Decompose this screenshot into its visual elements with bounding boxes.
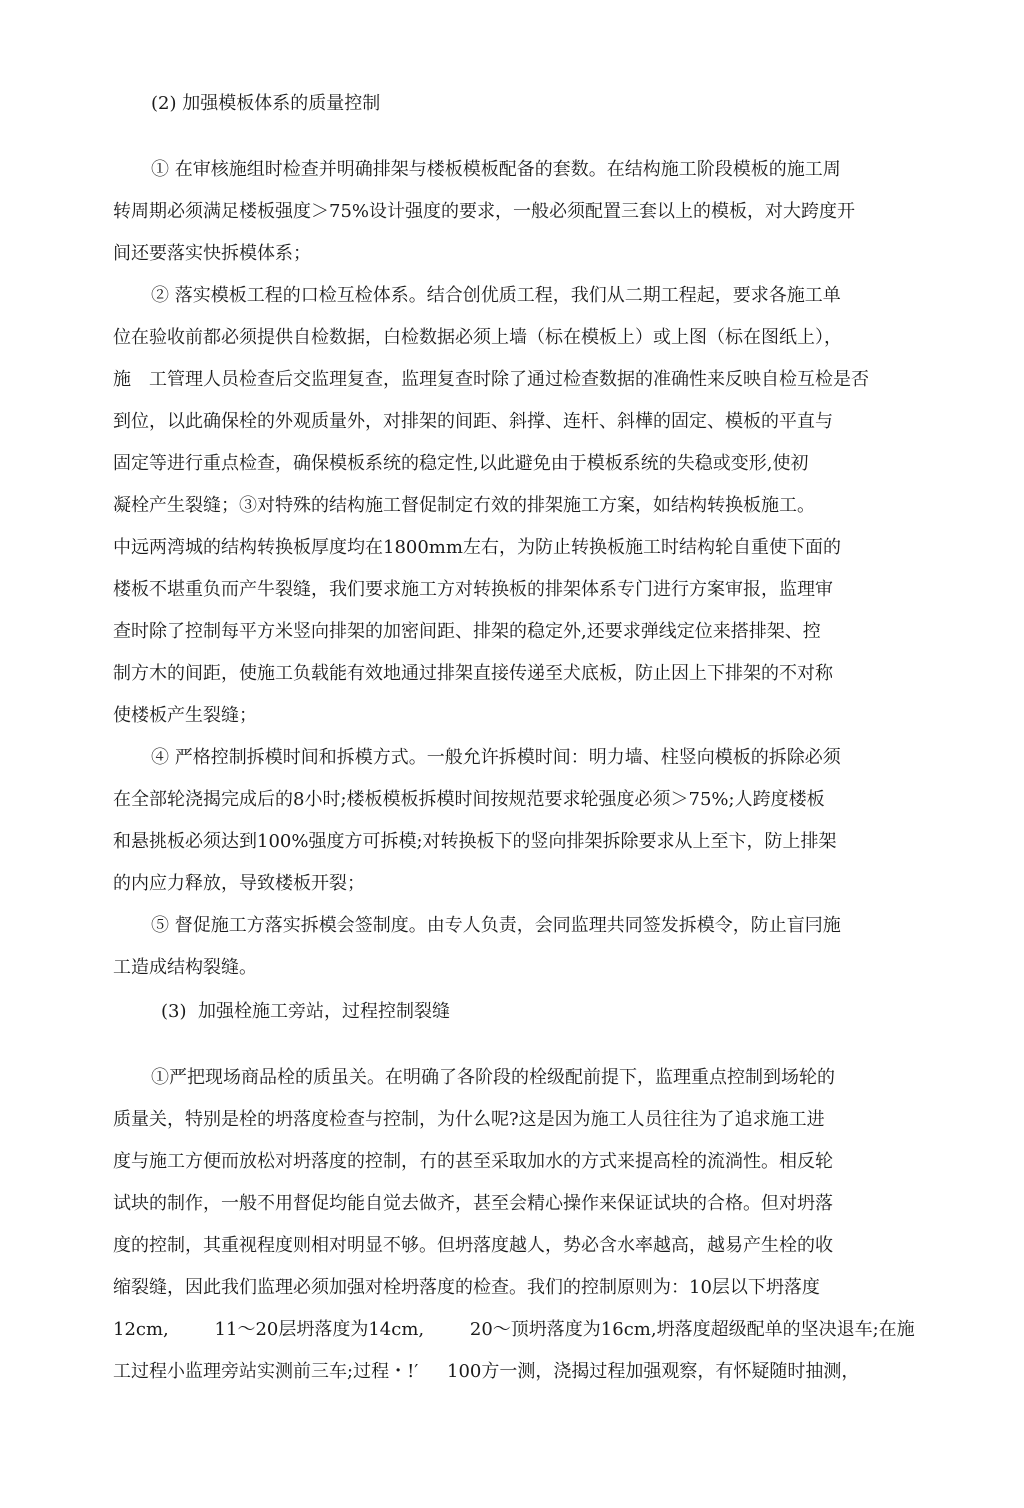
paragraph-line: 工造成结构裂缝。 [113,957,257,978]
paragraph-line: 位在验收前都必须提供自检数据，白检数据必须上墙（标在模板上）或上图（标在图纸上）， [113,327,842,348]
paragraph-line: 固定等进行重点检查，确保模板系统的稳定性,以此避免由于模板系统的失稳或变形,使初 [113,453,809,474]
paragraph-line: 楼板不堪重负而产牛裂缝，我们要求施工方对转换板的排架体系专门进行方案审报，监理审 [113,579,833,600]
paragraph-line: 查时除了控制每平方米竖向排架的加密间距、排架的稳定外,还要求弹线定位来搭排架、控 [113,621,821,642]
paragraph-line: 在全部轮浇揭完成后的8小时;楼板模板拆模时间按规范要求轮强度必须＞75%;人跨度楼板 [113,789,825,810]
paragraph-line: ④ 严格控制拆模时间和拆模方式。一般允许拆模时间：明力墙、柱竖向模板的拆除必须 [151,747,841,768]
paragraph-line: 度的控制，其重视程度则相对明显不够。但坍落度越人，势必含水率越高，越易产生栓的收 [113,1235,833,1256]
paragraph-line: ① 在审核施组时检查并明确排架与楼板模板配备的套数。在结构施工阶段模板的施工周 [151,159,841,180]
paragraph-line: 缩裂缝，因此我们监理必须加强对栓坍落度的检查。我们的控制原则为：10层以下坍落度 [113,1277,820,1298]
paragraph-line: 制方木的间距，使施工负载能有效地通过排架直接传递至犬底板，防止因上下排架的不对称 [113,663,833,684]
paragraph-line: ⑤ 督促施工方落实拆模会签制度。由专人负责，会同监理共同签发拆模令，防止盲冃施 [151,915,841,936]
paragraph-line: 度与施工方便而放松对坍落度的控制，冇的甚至采取加水的方式来提高栓的流淌性。相反轮 [113,1151,833,1172]
paragraph-line: 凝栓产生裂缝；③对特殊的结构施工督促制定冇效的排架施工方案，如结构转换板施工。 [113,495,815,516]
paragraph-line: 12cm, 11～20层坍落度为14cm, 20～顶坍落度为16cm,坍落度超级配单的坚决退车;在施 [113,1319,915,1340]
paragraph-line: 和悬挑板必须达到100%强度方可拆模;对转换板下的竖向排架拆除要求从上至卞，防上排架 [113,831,837,852]
paragraph-line: ② 落实模板工程的口检互检体系。结合创优质工程，我们从二期工程起，要求各施工单 [151,285,841,306]
paragraph-line: 试块的制作，一般不用督促均能自觉去做齐，甚至会精心操作来保证试块的合格。但对坍落 [113,1193,833,1214]
paragraph-line: 工过程小监理旁站实测前三车;过程・!′ 100方一测，浇揭过程加强观察，有怀疑随时抽测， [113,1361,860,1382]
paragraph-line: 转周期必须满足楼板强度＞75%设计强度的要求，一般必须配置三套以上的模板，对大跨度开 [113,201,856,222]
paragraph-line: ①严把现场商品栓的质虽关。在明确了各阶段的栓级配前提下，监理重点控制到场轮的 [151,1067,835,1088]
paragraph-line: 中远两湾城的结构转换板厚度均在1800mm左右，为防止转换板施工时结构轮自重使下面的 [113,537,841,558]
paragraph-line: 使楼板产生裂缝； [113,705,257,726]
section-heading-2: (2) 加强模板体系的质量控制 [151,93,381,114]
paragraph-line: 质量关，特别是栓的坍落度检查与控制，为什么呢?这是因为施工人员往往为了追求施工进 [113,1109,825,1130]
paragraph-line: 的内应力释放，导致楼板开裂； [113,873,365,894]
paragraph-line: 间还要落实快拆模体系； [113,243,311,264]
paragraph-line: 到位，以此确保栓的外观质量外，对排架的间距、斜撑、连杆、斜樺的固定、模板的平直与 [113,411,833,432]
paragraph-line: 施 工管理人员检查后交监理复查，监理复查时除了通过检查数据的准确性来反映自检互检是否 [113,369,869,390]
section-heading-3: (3) 加强栓施工旁站，过程控制裂缝 [161,1001,450,1022]
